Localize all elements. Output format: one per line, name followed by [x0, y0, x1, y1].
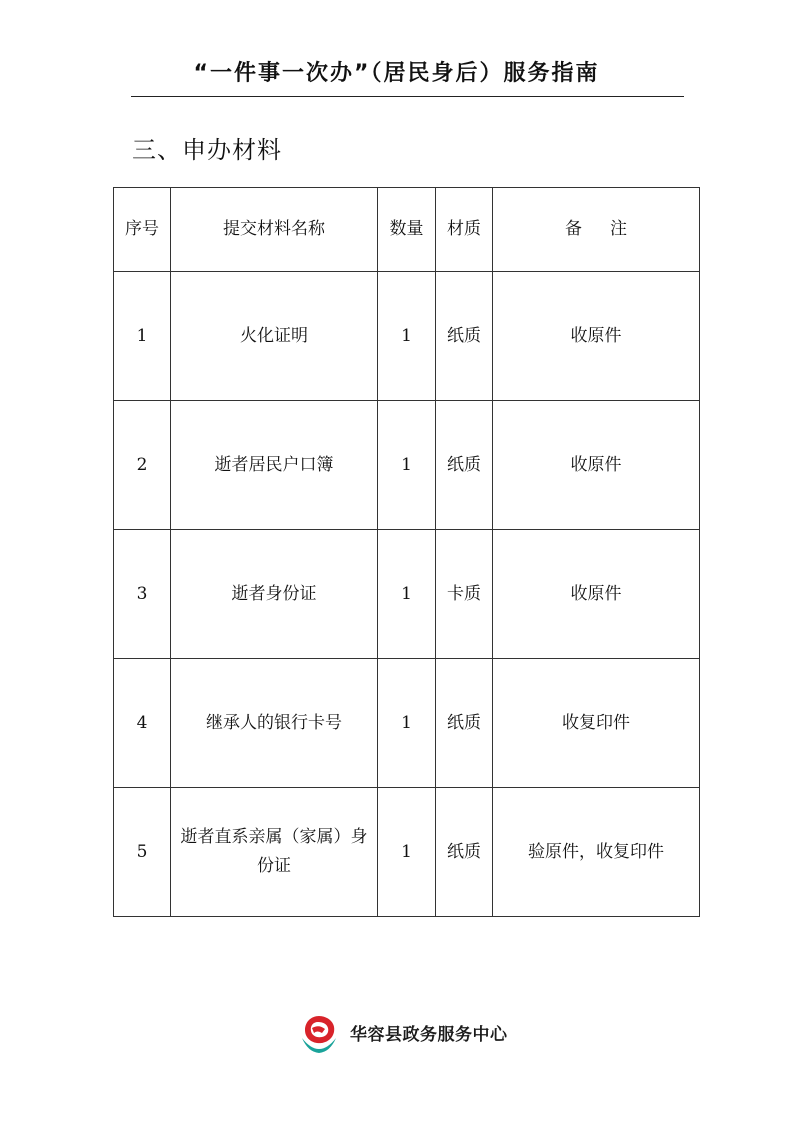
government-service-logo-icon [296, 1008, 342, 1056]
cell-name: 继承人的银行卡号 [171, 659, 378, 788]
table-row [114, 788, 700, 917]
cell-material: 纸质 [436, 401, 493, 530]
section-heading: 三、申办材料 [132, 136, 282, 164]
cell-no: 2 [114, 401, 171, 530]
cell-name: 逝者身份证 [171, 530, 378, 659]
cell-note: 验原件，收复印件 [493, 788, 700, 917]
organization-name: 华容县政务服务中心 [350, 1024, 508, 1045]
cell-name: 逝者直系亲属（家属）身份证 [171, 788, 378, 917]
cell-qty: 1 [378, 272, 436, 401]
cell-no: 5 [114, 788, 171, 917]
table-header-row [114, 188, 700, 272]
header-qty: 数量 [378, 188, 436, 272]
cell-material: 卡质 [436, 530, 493, 659]
header-divider [131, 96, 684, 97]
cell-name: 火化证明 [171, 272, 378, 401]
page-title: “一件事一次办”（居民身后）服务指南 [193, 61, 600, 86]
table-row [114, 530, 700, 659]
table-row [114, 659, 700, 788]
header-no: 序号 [114, 188, 171, 272]
table-row [114, 401, 700, 530]
cell-material: 纸质 [436, 788, 493, 917]
cell-qty: 1 [378, 788, 436, 917]
cell-qty: 1 [378, 530, 436, 659]
cell-material: 纸质 [436, 659, 493, 788]
table-row [114, 272, 700, 401]
cell-note: 收原件 [493, 272, 700, 401]
cell-name: 逝者居民户口簿 [171, 401, 378, 530]
header-material: 材质 [436, 188, 493, 272]
cell-material: 纸质 [436, 272, 493, 401]
cell-note: 收原件 [493, 401, 700, 530]
cell-no: 1 [114, 272, 171, 401]
cell-no: 3 [114, 530, 171, 659]
materials-table [113, 187, 700, 917]
cell-note: 收复印件 [493, 659, 700, 788]
cell-note: 收原件 [493, 530, 700, 659]
footer [296, 1008, 508, 1056]
header-name: 提交材料名称 [171, 188, 378, 272]
header-note: 备注 [493, 188, 700, 272]
cell-no: 4 [114, 659, 171, 788]
cell-qty: 1 [378, 659, 436, 788]
cell-qty: 1 [378, 401, 436, 530]
